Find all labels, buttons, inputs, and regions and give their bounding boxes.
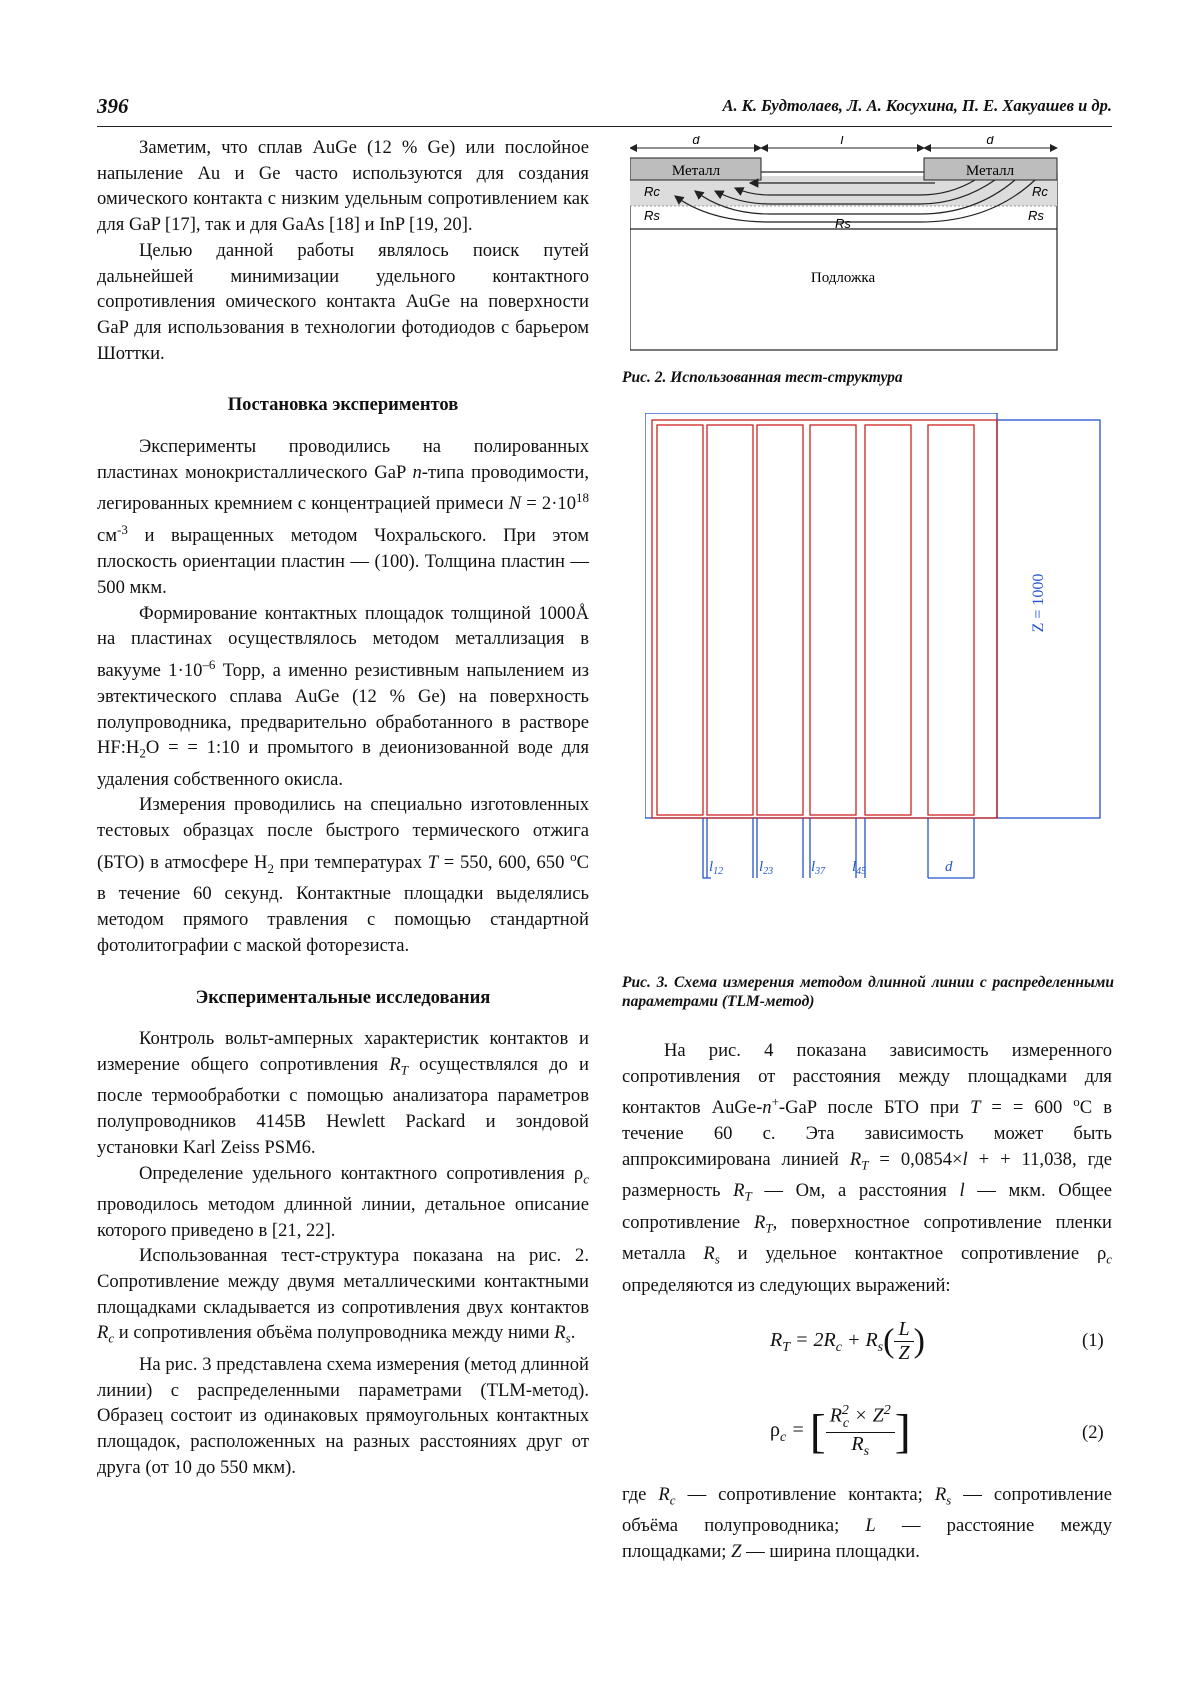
outer-boundary	[645, 413, 997, 818]
paragraph: Формирование контактных площадок толщиной 1000Å на пластинах осуществлялось методом металлизация в вакууме $1\cdot 10^{-6}$ Торр, а именно резистивным напылением из эвтектического сплава AuGe (12 % Ge) на поверхность полупроводника, предварительно обработанного в растворе $HF:H_2O$ = = 1:10 и промытого в деионизованной воде для удаления собственного окисла.	[97, 602, 589, 790]
dim-label-d: d	[692, 136, 700, 147]
equation-number: (2)	[1082, 1422, 1104, 1443]
right-column	[622, 1038, 1112, 1298]
rc-label: Rc	[644, 184, 660, 199]
section-heading: Постановка экспериментов	[227, 394, 459, 416]
gap-label-l23: $l_{23}$	[759, 859, 774, 877]
metal-label: Металл	[671, 163, 721, 179]
rc-label: Rc	[1032, 184, 1048, 199]
rs-label: Rs	[835, 216, 851, 231]
metal-label: Металл	[965, 163, 1015, 179]
gap-label-l12: $l_{12}$	[709, 859, 724, 877]
equation-2: $\rho_c$ = [ $\frac{R^2_c \times Z^2}{R_s}$ ]	[770, 1403, 911, 1459]
gap-label-l37: $l_{37}$	[811, 859, 826, 877]
figure-3-tlm-scheme	[645, 413, 1105, 953]
page-header	[97, 92, 1112, 127]
paragraph: Контроль вольт-амперных характеристик контактов и измерение общего сопротивления $R_T$ осуществлялся до и после термообработки с помощью анализатора параметров полупроводников 4145B Hewlett Packard и зондовой установки Karl Zeiss PSM6.	[97, 1028, 589, 1158]
pad-width-label: d	[945, 859, 953, 875]
section-heading: Экспериментальные исследования	[195, 986, 491, 1008]
figure-3-caption: Рис. 3. Схема измерения методом длинной линии с распределенными параметрами (TLM-метод)	[622, 974, 1114, 1010]
page-number: 396	[97, 94, 129, 118]
contact-pad	[757, 425, 803, 815]
rs-label: Rs	[1028, 208, 1044, 223]
right-column-end	[622, 1482, 1112, 1565]
contact-pad	[707, 425, 753, 815]
left-column	[97, 135, 589, 1480]
paragraph: На рис. 3 представлена схема измерения (метод длинной линии) с распределенными параметрами (TLM-метод). Образец состоит из одинаковых прямоугольных контактных площадок, расположенных на разных расстояниях друг от друга (от 10 до 550 мкм).	[97, 1353, 589, 1478]
substrate-label: Подложка	[810, 270, 876, 286]
gap-label-l45: $l_{45}$	[852, 859, 867, 877]
paragraph: Определение удельного контактного сопротивления $\rho_c$ проводилось методом длинной линии, детальное описание которого приведено в [21, 22].	[97, 1162, 589, 1241]
figure-2-test-structure	[630, 136, 1105, 351]
running-title: А. К. Будтолаев, Л. А. Косухина, П. Е. Хакуашев и др.	[722, 96, 1112, 115]
z-width-label: Z = 1000	[1030, 573, 1047, 633]
paragraph: Использованная тест-структура показана на рис. 2. Сопротивление между двумя металлическими контактными площадками складывается из сопротивления двух контактов $R_c$ и сопротивления объёма полупроводника между ними $R_s$.	[97, 1245, 589, 1347]
rs-label: Rs	[644, 208, 660, 223]
paragraph: Эксперименты проводились на полированных пластинах монокристаллического GaP n-типа проводимости, легированных кремнием с концентрацией примеси $N = 2\cdot 10^{18}$ $см^{-3}$ и выращенных методом Чохральского. При этом плоскость ориентации пластин — (100). Толщина пластин — 500 мкм.	[97, 436, 590, 598]
contact-pad	[928, 425, 974, 815]
contact-pad	[810, 425, 856, 815]
paragraph: Целью данной работы являлось поиск путей дальнейшей минимизации удельного контактного сопротивления омического контакта AuGe на поверхности GaP для использования в технологии фотодиодов с барьером Шоттки.	[97, 239, 589, 364]
paragraph: где $R_c$ — сопротивление контакта; $R_s$ — сопротивление объёма полупроводника; L — расстояние между площадками; Z — ширина площадки.	[622, 1484, 1113, 1563]
equation-1: $R_T = 2R_c + R_s$( $\frac{L}{Z}$ )	[770, 1318, 925, 1364]
paragraph: Заметим, что сплав AuGe (12 % Ge) или послойное напыление Au и Ge часто используются для создания омического контакта с низким удельным сопротивлением как для GaP [17], так и для GaAs [18] и InP [19, 20].	[97, 137, 589, 236]
contact-pad	[657, 425, 703, 815]
paragraph: Измерения проводились на специально изготовленных тестовых образцах после быстрого термического отжига (БТО) в атмосфере $H_2$ при температурах T = 550, 600, 650 $^o$C в течение 60 секунд. Контактные площадки выделялись методом прямого травления с помощью стандартной фотолитографии с маской фоторезиста.	[97, 794, 589, 956]
paragraph: На рис. 4 показана зависимость измеренного сопротивления от расстояния между площадками для контактов AuGe-n+-GaP после БТО при T = = 600 $^o$C в течение 60 с. Эта зависимость может быть аппроксимирована линией $R_T = 0,0854\times l$ + + 11,038, где размерность $R_T$ — Ом, а расстояния l — мкм. Общее сопротивление $R_T$, поверхностное сопротивление пленки металла $R_s$ и удельное контактное сопротивление $\rho_c$ определяются из следующих выражений:	[622, 1040, 1112, 1296]
figure-2-caption: Рис. 2. Использованная тест-структура	[622, 369, 903, 386]
equation-number: (1)	[1082, 1330, 1104, 1351]
contact-pad	[865, 425, 911, 815]
dim-label-l: l	[840, 136, 844, 147]
dim-label-d: d	[986, 136, 994, 147]
